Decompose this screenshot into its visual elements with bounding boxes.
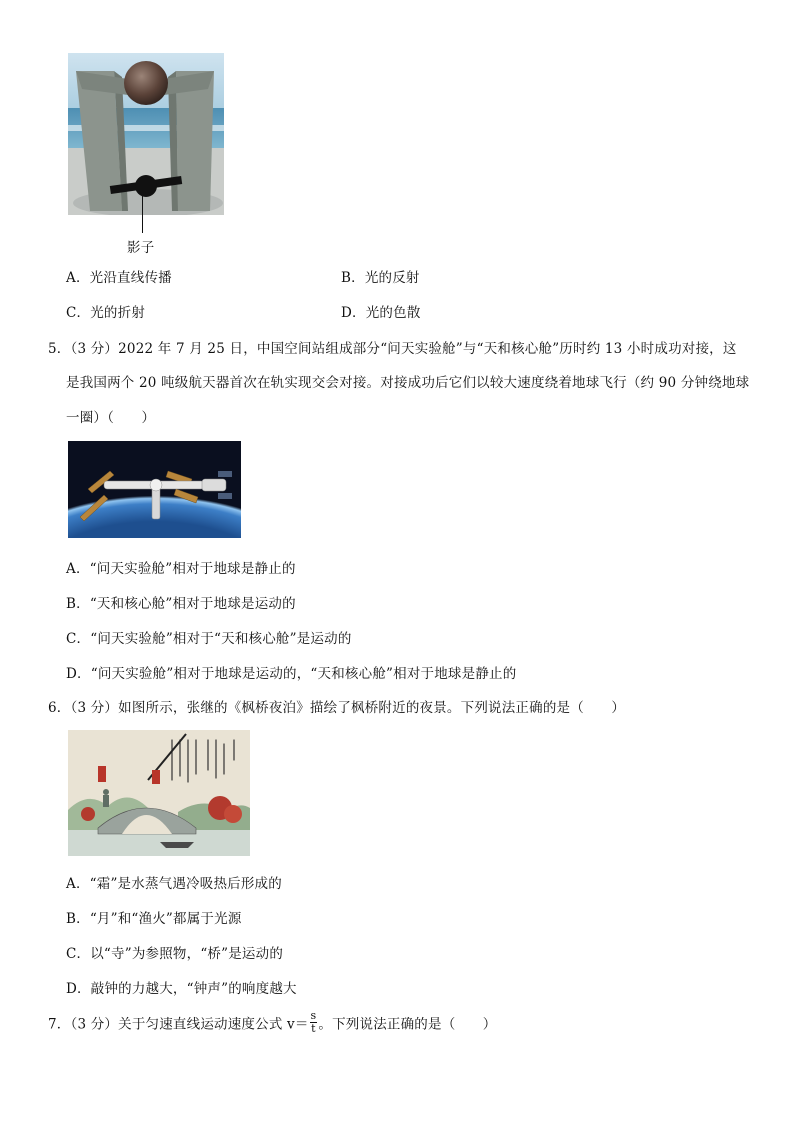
q5-stem-line-1: 5．（3 分）2022 年 7 月 25 日，中国空间站组成部分“问天实验舱”与“天和核心舱”历时约 13 小时成功对接，这 [48, 341, 737, 357]
q5-stem-line-2: 是我国两个 20 吨级航天器首次在轨实现交会对接。对接成功后它们以较大速度绕着地球飞行（约 90 分钟绕地球 [66, 375, 750, 391]
q5-stem-line-3: 一圈）（ ） [66, 410, 156, 426]
q5-option-b[interactable]: B．“天和核心舱”相对于地球是运动的 [66, 596, 296, 612]
q7-stem-suffix: 。下列说法正确的是（ ） [318, 1016, 497, 1033]
q7-stem-prefix: 7．（3 分）关于匀速直线运动速度公式 v＝ [48, 1016, 309, 1033]
q6-option-b[interactable]: B．“月”和“渔火”都属于光源 [66, 911, 242, 927]
q4-option-d[interactable]: D．光的色散 [341, 305, 421, 321]
q7-fraction-denominator: t [311, 1022, 316, 1035]
q6-option-c[interactable]: C．以“寺”为参照物，“桥”是运动的 [66, 946, 284, 962]
maple-bridge-painting [68, 730, 250, 856]
space-station-illustration [68, 441, 241, 538]
q7-speed-formula-fraction [310, 1010, 318, 1035]
q5-option-d[interactable]: D．“问天实验舱”相对于地球是运动的，“天和核心舱”相对于地球是静止的 [66, 666, 517, 682]
q7-fraction-numerator: s [310, 1009, 317, 1022]
q4-figure-shadow-sculpture [68, 53, 224, 215]
q6-option-d[interactable]: D．敲钟的力越大，“钟声”的响度越大 [66, 981, 297, 997]
q4-option-b[interactable]: B．光的反射 [341, 270, 420, 286]
q4-figure-pointer-line [142, 195, 143, 233]
sculpture-illustration [68, 53, 224, 215]
q6-stem: 6．（3 分）如图所示，张继的《枫桥夜泊》描绘了枫桥附近的夜景。下列说法正确的是（ ） [48, 700, 626, 716]
q5-option-c[interactable]: C．“问天实验舱”相对于“天和核心舱”是运动的 [66, 631, 352, 647]
q5-option-a[interactable]: A．“问天实验舱”相对于地球是静止的 [66, 561, 296, 577]
q6-option-a[interactable]: A．“霜”是水蒸气遇冷吸热后形成的 [66, 876, 282, 892]
q4-option-a[interactable]: A．光沿直线传播 [66, 270, 172, 286]
q7-stem [48, 1010, 497, 1035]
q6-figure-maple-bridge [68, 730, 250, 856]
q4-figure-label: 影子 [127, 240, 155, 256]
q4-option-c[interactable]: C．光的折射 [66, 305, 146, 321]
q5-figure-space-station [68, 441, 241, 538]
